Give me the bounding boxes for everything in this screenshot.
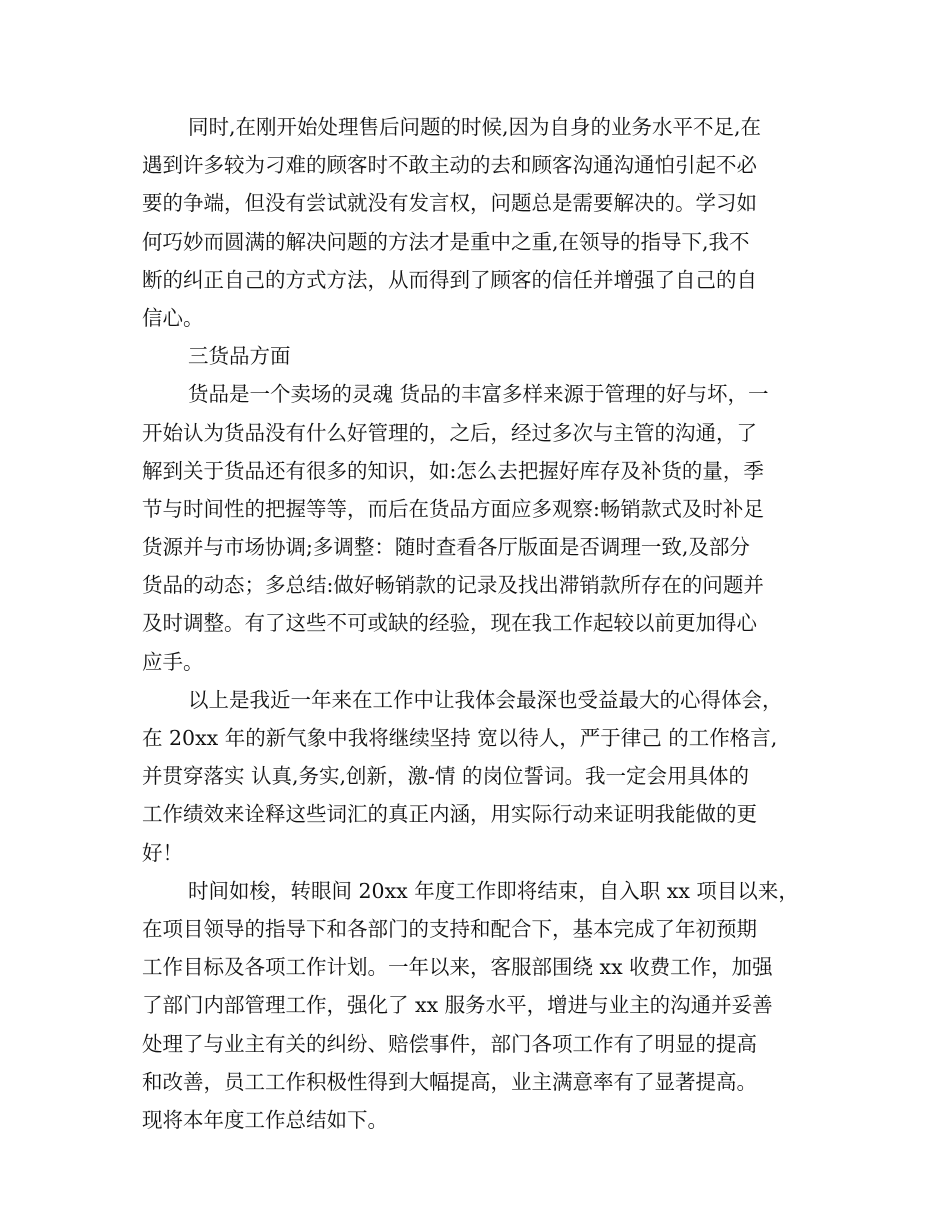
paragraph-line: 何巧妙而圆满的解决问题的方法才是重中之重,在领导的指导下,我不: [142, 229, 750, 254]
paragraph-line: 时间如梭，转眼间 20xx 年度工作即将结束，自入职 xx 项目以来，: [188, 878, 799, 903]
paragraph-line: 工作目标及各项工作计划。一年以来，客服部围绕 xx 收费工作，加强: [142, 955, 773, 980]
paragraph-line: 及时调整。有了这些不可或缺的经验，现在我工作起较以前更加得心: [142, 611, 757, 636]
paragraph-line: 工作绩效来诠释这些词汇的真正内涵，用实际行动来证明我能做的更: [142, 802, 757, 827]
paragraph-line: 现将本年度工作总结如下。: [142, 1107, 388, 1132]
paragraph-line: 要的争端，但没有尝试就没有发言权，问题总是需要解决的。学习如: [142, 191, 757, 216]
paragraph-line: 货源并与市场协调;多调整：随时查看各厅版面是否调理一致,及部分: [142, 535, 750, 560]
paragraph-line: 货品是一个卖场的灵魂 货品的丰富多样来源于管理的好与坏，一: [188, 382, 769, 407]
paragraph-line: 以上是我近一年来在工作中让我体会最深也受益最大的心得体会，: [188, 687, 783, 712]
section-heading: 三货品方面: [188, 344, 291, 369]
paragraph-line: 好！: [142, 840, 183, 865]
paragraph-line: 应手。: [142, 649, 204, 674]
paragraph-line: 开始认为货品没有什么好管理的，之后，经过多次与主管的沟通，了: [142, 420, 757, 445]
paragraph-line: 货品的动态；多总结:做好畅销款的记录及找出滞销款所存在的问题并: [142, 573, 764, 598]
paragraph-line: 并贯穿落实 认真,务实,创新，激-情 的岗位誓词。我一定会用具体的: [142, 764, 749, 789]
paragraph-line: 解到关于货品还有很多的知识，如:怎么去把握好库存及补货的量，季: [142, 458, 764, 483]
paragraph-line: 在项目领导的指导下和各部门的支持和配合下，基本完成了年初预期: [142, 916, 757, 941]
paragraph-line: 处理了与业主有关的纠纷、赔偿事件，部门各项工作有了明显的提高: [142, 1031, 757, 1056]
document-page: [142, 108, 810, 1139]
paragraph-line: 同时,在刚开始处理售后问题的时候,因为自身的业务水平不足,在: [188, 115, 762, 139]
paragraph-line: 信心。: [142, 305, 204, 330]
paragraph-line: 节与时间性的把握等等，而后在货品方面应多观察:畅销款式及时补足: [142, 496, 764, 521]
paragraph-line: 在 20xx 年的新气象中我将继续坚持 宽以待人，严于律己 的工作格言,: [142, 726, 778, 750]
paragraph-line: 断的纠正自己的方式方法，从而得到了顾客的信任并增强了自己的自: [142, 267, 757, 292]
paragraph-line: 遇到许多较为刁难的顾客时不敢主动的去和顾客沟通沟通怕引起不必: [142, 153, 757, 178]
paragraph-line: 和改善，员工工作积极性得到大幅提高，业主满意率有了显著提高。: [142, 1069, 757, 1094]
paragraph-line: 了部门内部管理工作，强化了 xx 服务水平，增进与业主的沟通并妥善: [142, 993, 773, 1018]
